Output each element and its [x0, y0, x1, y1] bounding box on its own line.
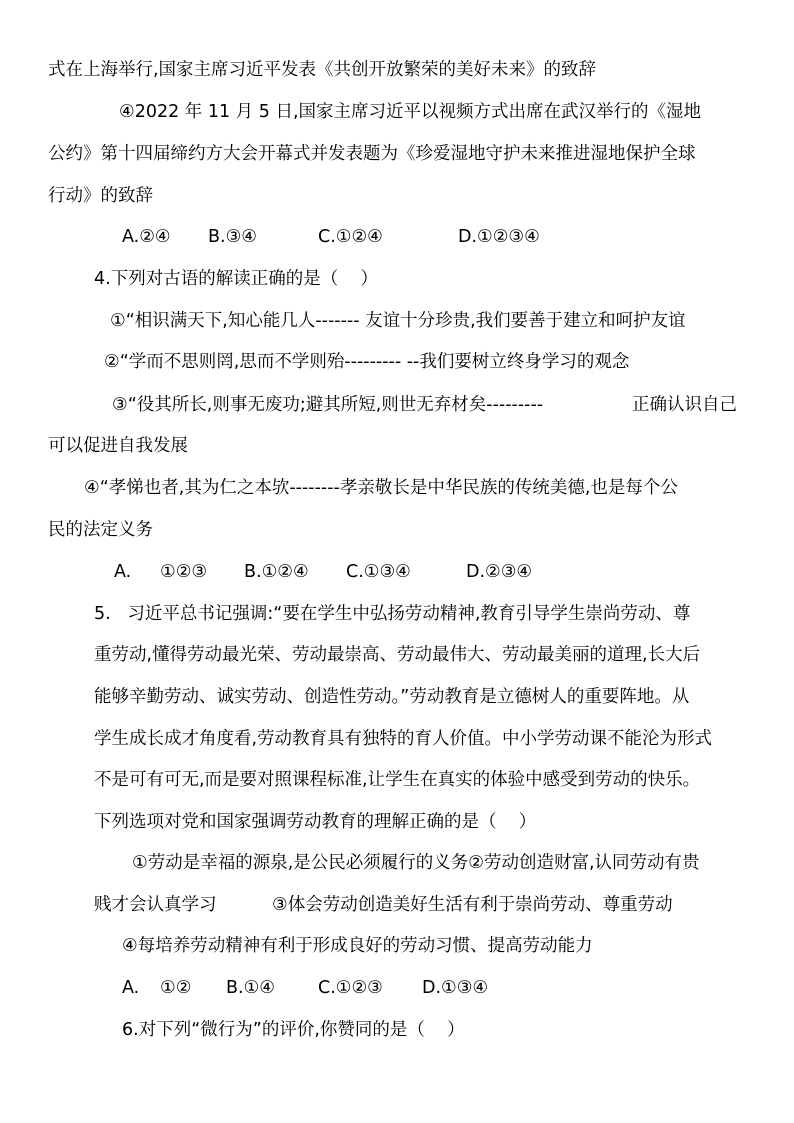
text-line: 学生成长成才角度看,劳动教育具有独特的育人价值。中小学劳动课不能沦为形式 — [94, 729, 713, 749]
q5-statement-4: ④每培养劳动精神有利于形成良好的劳动习惯、提高劳动能力 — [122, 936, 593, 956]
text-line: 行动》的致辞 — [48, 186, 153, 206]
text-line: 能够辛勤劳动、诚实劳动、创造性劳动。”劳动教育是立德树人的重要阵地。从 — [94, 687, 690, 707]
option-a-value: ①②③ — [160, 562, 208, 582]
option-c: C.①②③ — [318, 978, 383, 998]
q5-statement-3: ③体会劳动创造美好生活有利于崇尚劳动、尊重劳动 — [272, 895, 673, 915]
text-line: 公约》第十四届缔约方大会开幕式并发表题为《珍爱湿地守护未来推进湿地保护全球 — [48, 144, 696, 164]
option-a: A. — [122, 978, 140, 998]
option-b: B.③④ — [208, 227, 257, 247]
question-5-stem: 5. 习近平总书记强调:“要在学生中弘扬劳动精神,教育引导学生崇尚劳动、尊 — [94, 604, 691, 624]
text-line: 重劳动,懂得劳动最光荣、劳动最崇高、劳动最伟大、劳动最美丽的道理,长大后 — [94, 645, 701, 665]
text-line: 民的法定义务 — [48, 520, 153, 540]
option-a-value: ①② — [160, 978, 192, 998]
text-line: 不是可有可无,而是要对照课程标准,让学生在真实的体验中感受到劳动的快乐。 — [94, 770, 701, 790]
option-b: B.①②④ — [244, 562, 309, 582]
q4-statement-2: ②“学而不思则罔,思而不学则殆--------- --我们要树立终身学习的观念 — [104, 352, 630, 372]
text-line: ④2022 年 11 月 5 日,国家主席习近平以视频方式出席在武汉举行的《湿地 — [119, 102, 702, 122]
option-d: D.①②③④ — [458, 227, 540, 247]
option-a: A. — [114, 562, 132, 582]
text-line: 式在上海举行,国家主席习近平发表《共创开放繁荣的美好未来》的致辞 — [48, 60, 597, 80]
option-d: D.①③④ — [422, 978, 489, 998]
question-6-stem: 6.对下列“微行为”的评价,你赞同的是（ ） — [122, 1020, 465, 1040]
question-4-stem: 4.下列对古语的解读正确的是（ ） — [94, 269, 378, 289]
q4-statement-4: ④“孝悌也者,其为仁之本欤--------孝亲敬长是中华民族的传统美德,也是每个公 — [84, 478, 678, 498]
option-c: C.①③④ — [346, 562, 411, 582]
text-line: 贱才会认真学习 — [94, 895, 217, 915]
option-c: C.①②④ — [318, 227, 383, 247]
q4-statement-3-tail: 正确认识自己 — [632, 395, 737, 415]
q4-statement-3: ③“役其所长,则事无废功;避其所短,则世无弃材矣--------- — [112, 395, 544, 415]
text-line: 可以促进自我发展 — [48, 436, 188, 456]
option-a: A.②④ — [122, 227, 171, 247]
q4-statement-1: ①“相识满天下,知心能几人------- 友谊十分珍贵,我们要善于建立和呵护友谊 — [110, 311, 686, 331]
option-d: D.②③④ — [466, 562, 533, 582]
q5-statement-1: ①劳动是幸福的源泉,是公民必须履行的义务②劳动创造财富,认同劳动有贵 — [132, 853, 700, 873]
text-line: 下列选项对党和国家强调劳动教育的理解正确的是（ ） — [94, 812, 537, 832]
option-b: B.①④ — [226, 978, 275, 998]
